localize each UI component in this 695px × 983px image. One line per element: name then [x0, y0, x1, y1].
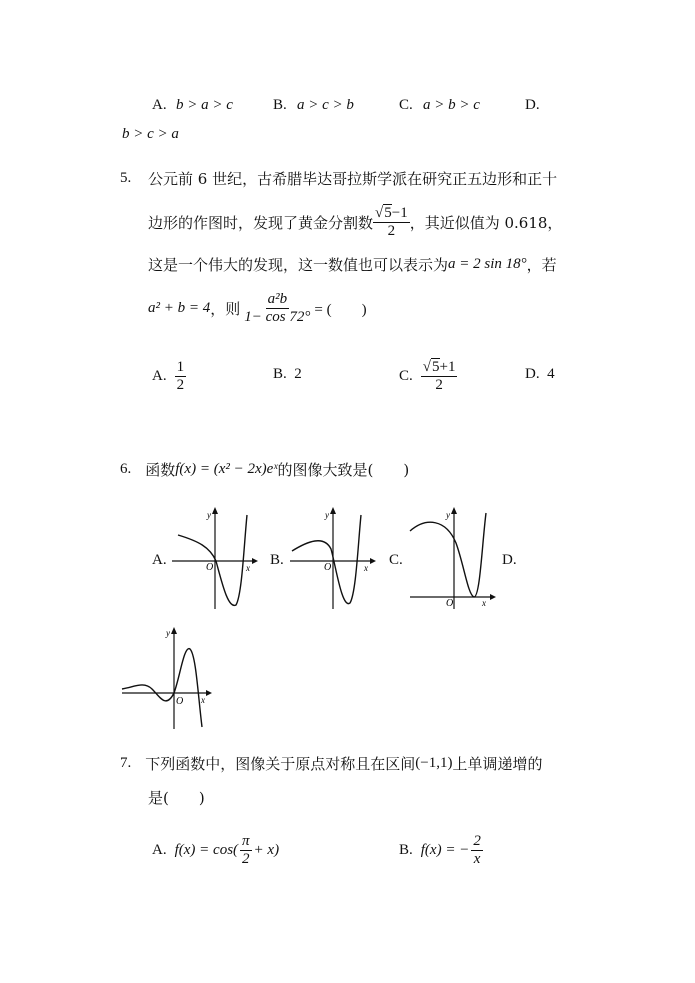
graph-d: [120, 625, 215, 730]
q7-option-b-letter: B.: [399, 841, 413, 858]
q6-pre: 函数: [145, 461, 176, 479]
q5-number: 5.: [120, 170, 132, 186]
graph-d-y-label: y: [166, 628, 170, 638]
q7-line1-post: 上单调递增的: [452, 755, 543, 773]
q5-option-d-letter: D.: [525, 366, 540, 382]
q7-option-a-letter: A.: [152, 841, 167, 858]
q5-line3-expr: a = 2 sin 18°: [448, 256, 527, 272]
q7-option-a: [152, 828, 279, 872]
q5-line4-tail: = ( ): [314, 301, 367, 318]
q4-option-a-letter: A.: [152, 97, 167, 113]
q5-line3-pre: 这是一个伟大的发现，这一数值也可以表示为: [148, 256, 449, 274]
q5-option-d: [525, 366, 555, 383]
q7-opt-a-den: 2: [242, 850, 250, 867]
graph-b-y-label: y: [325, 510, 329, 520]
golden-ratio-fraction: $\frac{√5-1}{2}$: [375, 205, 408, 239]
q5-opt-c-rest: +1: [439, 359, 456, 375]
q5-line3-post: ，若: [526, 256, 557, 274]
golden-num-rest: −1: [391, 205, 408, 221]
q5-option-b-letter: B.: [273, 366, 287, 382]
q7-opt-b-pre: f(x) = −: [420, 841, 470, 858]
q5-opt-a-num: 1: [176, 359, 185, 375]
q5-opt-c-sqrt: 5: [432, 359, 440, 375]
graph-d-x-label: x: [201, 695, 205, 705]
q7-opt-b-den: x: [473, 850, 481, 867]
q5-option-a-letter: A.: [152, 367, 167, 384]
q5-opt-a-den: 2: [176, 376, 185, 393]
q7-opt-a-post: + x): [253, 841, 280, 858]
q4-option-a: b > a > c: [176, 97, 233, 113]
q6-number: 6.: [120, 461, 132, 477]
q6-stem: [120, 459, 409, 480]
q5-opt-d-value: 4: [547, 366, 555, 382]
graph-a: [170, 505, 260, 610]
golden-den: 2: [387, 222, 396, 239]
q5-option-b: [273, 366, 302, 383]
q5-opt-c-den: 2: [435, 376, 443, 393]
q5-opt-b-value: 2: [294, 366, 302, 382]
q7-line1: [120, 753, 542, 774]
q5-option-c-letter: C.: [399, 367, 413, 384]
graph-b-origin: O: [324, 562, 332, 573]
q7-opt-a-num: π: [242, 833, 250, 849]
golden-num-sqrt: 5: [384, 205, 392, 221]
q4-option-d-letter: D.: [525, 97, 540, 113]
graph-a-x-label: x: [246, 563, 250, 573]
q5-line2-post: ，其近似值为 0.618，: [409, 213, 563, 232]
q6-post: 的图像大致是( ): [277, 461, 410, 479]
q6-label-b: B.: [270, 552, 284, 568]
q4-option-c: a > b > c: [423, 97, 480, 113]
graph-c: [408, 505, 498, 610]
q5-frac-num: a²b: [267, 291, 288, 307]
graph-b-x-label: x: [364, 563, 368, 573]
q4-option-d: b > c > a: [122, 126, 179, 142]
graph-b: [288, 505, 378, 610]
graph-c-x-label: x: [482, 598, 486, 608]
q7-opt-a-pre: f(x) = cos(: [174, 841, 239, 858]
q5-expression-fraction: [242, 291, 312, 325]
q4-option-b-letter: B.: [273, 97, 287, 113]
q4-option-b: a > c > b: [297, 97, 354, 113]
q5-condition: a² + b = 4: [148, 299, 211, 316]
q7-interval: (−1,1): [415, 755, 453, 771]
q7-line1-pre: 下列函数中，图像关于原点对称且在区间: [145, 755, 416, 773]
q5-line4-mid: ，则: [210, 299, 241, 318]
graph-a-y-label: y: [207, 510, 211, 520]
q6-label-a: A.: [152, 552, 167, 568]
q7-option-b: [399, 828, 483, 872]
q7-line2: 是( ): [148, 789, 205, 807]
q5-line3: [148, 254, 557, 275]
graph-c-y-label: y: [446, 510, 450, 520]
q6-label-c: C.: [389, 552, 403, 568]
q5-line2-pre: 边形的作图时，发现了黄金分割数: [148, 213, 374, 232]
q5-option-c: C. $\frac{√5+1}{2}$: [399, 359, 456, 393]
q5-frac-den: 1− cos 72°: [244, 308, 311, 325]
q5-option-a: [152, 355, 186, 397]
q5-line4: [148, 286, 367, 330]
q6-function: f(x) = (x² − 2x)eˣ: [175, 461, 278, 477]
q7-opt-b-num: 2: [473, 833, 481, 849]
q5-line2: [148, 200, 562, 244]
q6-label-d: D.: [502, 552, 517, 568]
graph-d-origin: O: [176, 696, 184, 707]
q7-number: 7.: [120, 755, 132, 771]
graph-a-origin: O: [206, 562, 214, 573]
q4-option-c-letter: C.: [399, 97, 413, 113]
graph-c-origin: O: [446, 598, 454, 609]
q5-line1: 公元前 6 世纪，古希腊毕达哥拉斯学派在研究正五边形和正十: [148, 170, 558, 188]
